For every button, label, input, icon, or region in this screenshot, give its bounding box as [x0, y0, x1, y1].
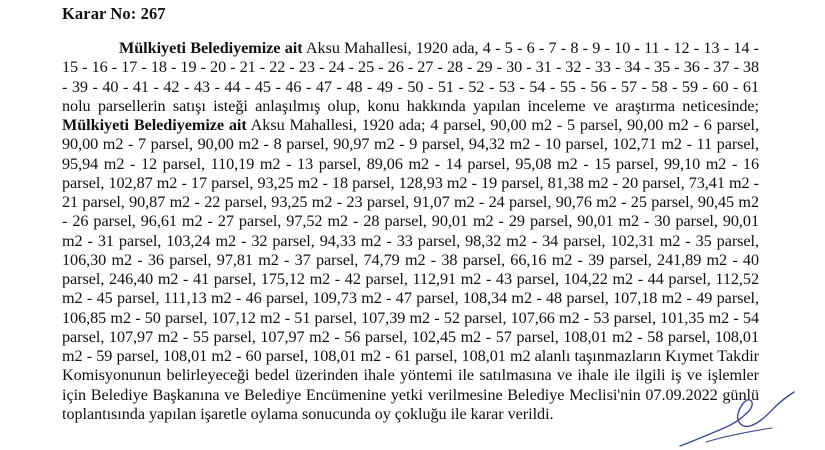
parcel-areas-and-decision-text: Aksu Mahallesi, 1920 ada; 4 parsel, 90,00 m2 - 5 parsel, 90,00 m2 - 6 parsel, 90,00 m2 - 7 parsel, 90,00 m2 - 8 parsel, 90,97 m2 - 9 parsel, 94,32 m2 - 10 parsel, 102,71 m2 - 11 parsel, 95,94 m2 - 12 parsel, 110,19 m2 - 13 parsel, 89,06 m2 - 14 parsel, 95,08 m2 - 15 parsel, 99,10 m2 - 16 parsel, 102,87 m2 - 17 parsel, 93,25 m2 - 18 parsel, 128,93 m2 - 19 parsel, 81,38 m2 - 20 parsel, 73,41 m2 - 21 parsel, 90,87 m2 - 22 parsel, 93,25 m2 - 23 parsel, 91,07 m2 - 24 parsel, 90,76 m2 - 25 parsel, 90,45 m2 - 26 parsel, 96,61 m2 - 27 parsel, 97,52 m2 - 28 parsel, 90,01 m2 - 29 parsel, 90,01 m2 - 30 parsel, 90,01 m2 - 31 parsel, 103,24 m2 - 32 parsel, 94,33 m2 - 33 parsel, 98,32 m2 - 34 parsel, 102,31 m2 - 35 parsel, 106,30 m2 - 36 parsel, 97,81 m2 - 37 parsel, 74,79 m2 - 38 parsel, 66,16 m2 - 39 parsel, 241,89 m2 - 40 parsel, 246,40 m2 - 41 parsel, 175,12 m2 - 42 parsel, 112,91 m2 - 43 parsel, 104,22 m2 - 44 parsel, 112,52 m2 - 45 parsel, 111,13 m2 - 46 parsel, 109,73 m2 - 47 parsel, 108,34 m2 - 48 parsel, 107,18 m2 - 49 parsel, 106,85 m2 - 50 parsel, 107,12 m2 - 51 parsel, 107,39 m2 - 52 parsel, 107,66 m2 - 53 parsel, 101,35 m2 - 54 parsel, 107,97 m2 - 55 parsel, 107,97 m2 - 56 parsel, 102,45 m2 - 57 parsel, 108,01 m2 - 58 parsel, 108,01 m2 - 59 parsel, 108,01 m2 - 60 parsel, 108,01 m2 - 61 parsel, 108,01 m2 alanlı taşınmazların Kıymet Takdir Komisyonunun belirleyeceği bedel üzerinden ihale yöntemi ile satılmasına ve ihale ile ilgili iş ve işlemler için Belediye Başkanına ve Belediye Encümenine yetki verilmesine Belediye Meclisi'nin 07.09.2022 günlü toplantısında yapılan işaretle oylama sonucunda oy çokluğu ile karar verildi.: [62, 116, 759, 423]
parcel-list-text: Aksu Mahallesi, 1920 ada, 4 - 5 - 6 - 7 - 8 - 9 - 10 - 11 - 12 - 13 - 14 - 15 - 16 - 17 - 18 - 19 - 20 - 21 - 22 - 23 - 24 - 25 - 26 - 27 - 28 - 29 - 30 - 31 - 32 - 33 - 34 - 35 - 36 - 37 - 38 - 39 - 40 - 41 - 42 - 43 - 44 - 45 - 46 - 47 - 48 - 49 - 50 - 51 - 52 - 53 - 54 - 55 - 56 - 57 - 58 - 59 - 60 - 61 nolu parsellerin satışı isteği anlaşılmış olup, konu hakkında yapılan inceleme ve araştırma neticesinde;: [62, 39, 760, 115]
signature-stroke-2: [706, 428, 772, 442]
decision-paragraph: [62, 39, 759, 424]
owner-phrase-bold-2: Mülkiyeti Belediyemize ait: [62, 116, 247, 134]
handwritten-signature: [676, 388, 796, 450]
owner-phrase-bold-1: Mülkiyeti Belediyemize ait: [119, 39, 303, 57]
decision-number-title: Karar No: 267: [62, 4, 166, 23]
signature-stroke: [680, 392, 794, 446]
